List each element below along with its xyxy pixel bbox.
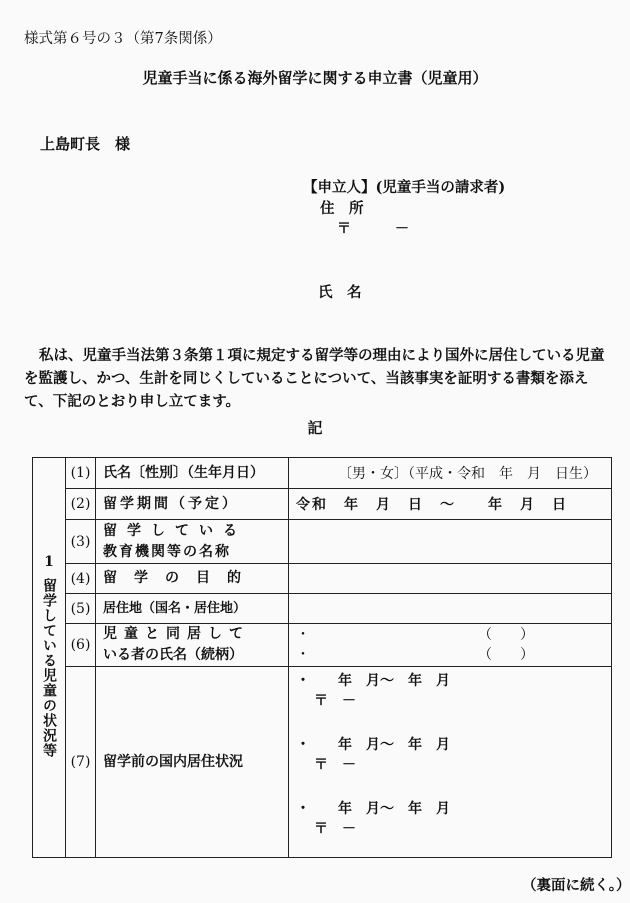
- table-row: [33, 520, 612, 564]
- row-label: 居住地（国名・居住地）: [96, 594, 289, 624]
- table-row: [33, 458, 612, 489]
- row-label: 留学の目的: [96, 564, 289, 594]
- table-row: [33, 667, 612, 858]
- row-label-line: 留学している: [103, 522, 247, 539]
- period-entry: ・ 年 月～ 年 月: [296, 673, 450, 689]
- form-number: 様式第６号の３（第7条関係）: [24, 31, 222, 47]
- row-label: [96, 624, 289, 667]
- postal-mark: 〒: [337, 221, 351, 237]
- row-number: (6): [66, 624, 96, 667]
- row-number: (5): [66, 594, 96, 624]
- row-label: 氏名〔性別〕（生年月日）: [96, 458, 289, 489]
- applicant-heading: 【申立人】(児童手当の請求者): [303, 179, 506, 196]
- section-number: 1: [44, 553, 54, 570]
- addressee: 上島町長 様: [40, 135, 131, 153]
- section-header: [33, 458, 66, 858]
- postal-entry: 〒 －: [314, 757, 356, 773]
- postal-entry: 〒 －: [314, 821, 356, 837]
- statement-paragraph: 私は、児童手当法第３条第１項に規定する留学等の理由により国外に居住している児童を監護し、かつ、生計を同じくしていることについて、当該事実を証明する書類を添えて、下記のとおり申し立てます。: [24, 347, 605, 410]
- study-purpose-field[interactable]: [289, 564, 612, 594]
- relationship-paren: （ ）: [478, 647, 534, 663]
- table-row: [33, 489, 612, 520]
- row-number: (4): [66, 564, 96, 594]
- row-label-line: 児童と同居して: [103, 626, 250, 642]
- table-row: [33, 624, 612, 667]
- row-number: (3): [66, 520, 96, 564]
- residence-field[interactable]: [289, 594, 612, 624]
- section-title: 留学している児童の状況等: [41, 577, 57, 758]
- prior-residence-field[interactable]: [289, 667, 612, 858]
- ki-heading: 記: [307, 419, 323, 437]
- name-gender-birth-field[interactable]: 〔男・女〕（平成・令和 年 月 日生）: [289, 458, 612, 489]
- relationship-paren: （ ）: [478, 627, 534, 643]
- postal-entry: 〒 －: [314, 693, 356, 709]
- table-row: [33, 594, 612, 624]
- continued-note: （裏面に続く。）: [522, 877, 630, 894]
- row-label: [96, 520, 289, 564]
- row-number: (1): [66, 458, 96, 489]
- row-label-line: いる者の氏名（続柄）: [103, 647, 243, 663]
- name-label: 氏 名: [318, 284, 362, 301]
- cohabitant-field[interactable]: [289, 624, 612, 667]
- row-number: (7): [66, 667, 96, 858]
- child-status-table: [32, 457, 612, 858]
- row-label: 留学期間（予定）: [96, 489, 289, 520]
- bullet: ・: [296, 627, 310, 643]
- document-title: 児童手当に係る海外留学に関する申立書（児童用）: [142, 69, 488, 87]
- bullet: ・: [296, 647, 310, 663]
- applicant-postal-code: [337, 218, 409, 238]
- postal-dash: －: [395, 221, 409, 237]
- institution-name-field[interactable]: [289, 520, 612, 564]
- study-period-field[interactable]: 令和 年 月 日 ～ 年 月 日: [289, 489, 612, 520]
- row-label: 留学前の国内居住状況: [96, 667, 289, 858]
- address-label: 住 所: [320, 200, 364, 217]
- period-entry: ・ 年 月～ 年 月: [296, 801, 450, 817]
- table-row: [33, 564, 612, 594]
- row-number: (2): [66, 489, 96, 520]
- period-entry: ・ 年 月～ 年 月: [296, 737, 450, 753]
- row-label-line: 教育機関等の名称: [103, 543, 231, 560]
